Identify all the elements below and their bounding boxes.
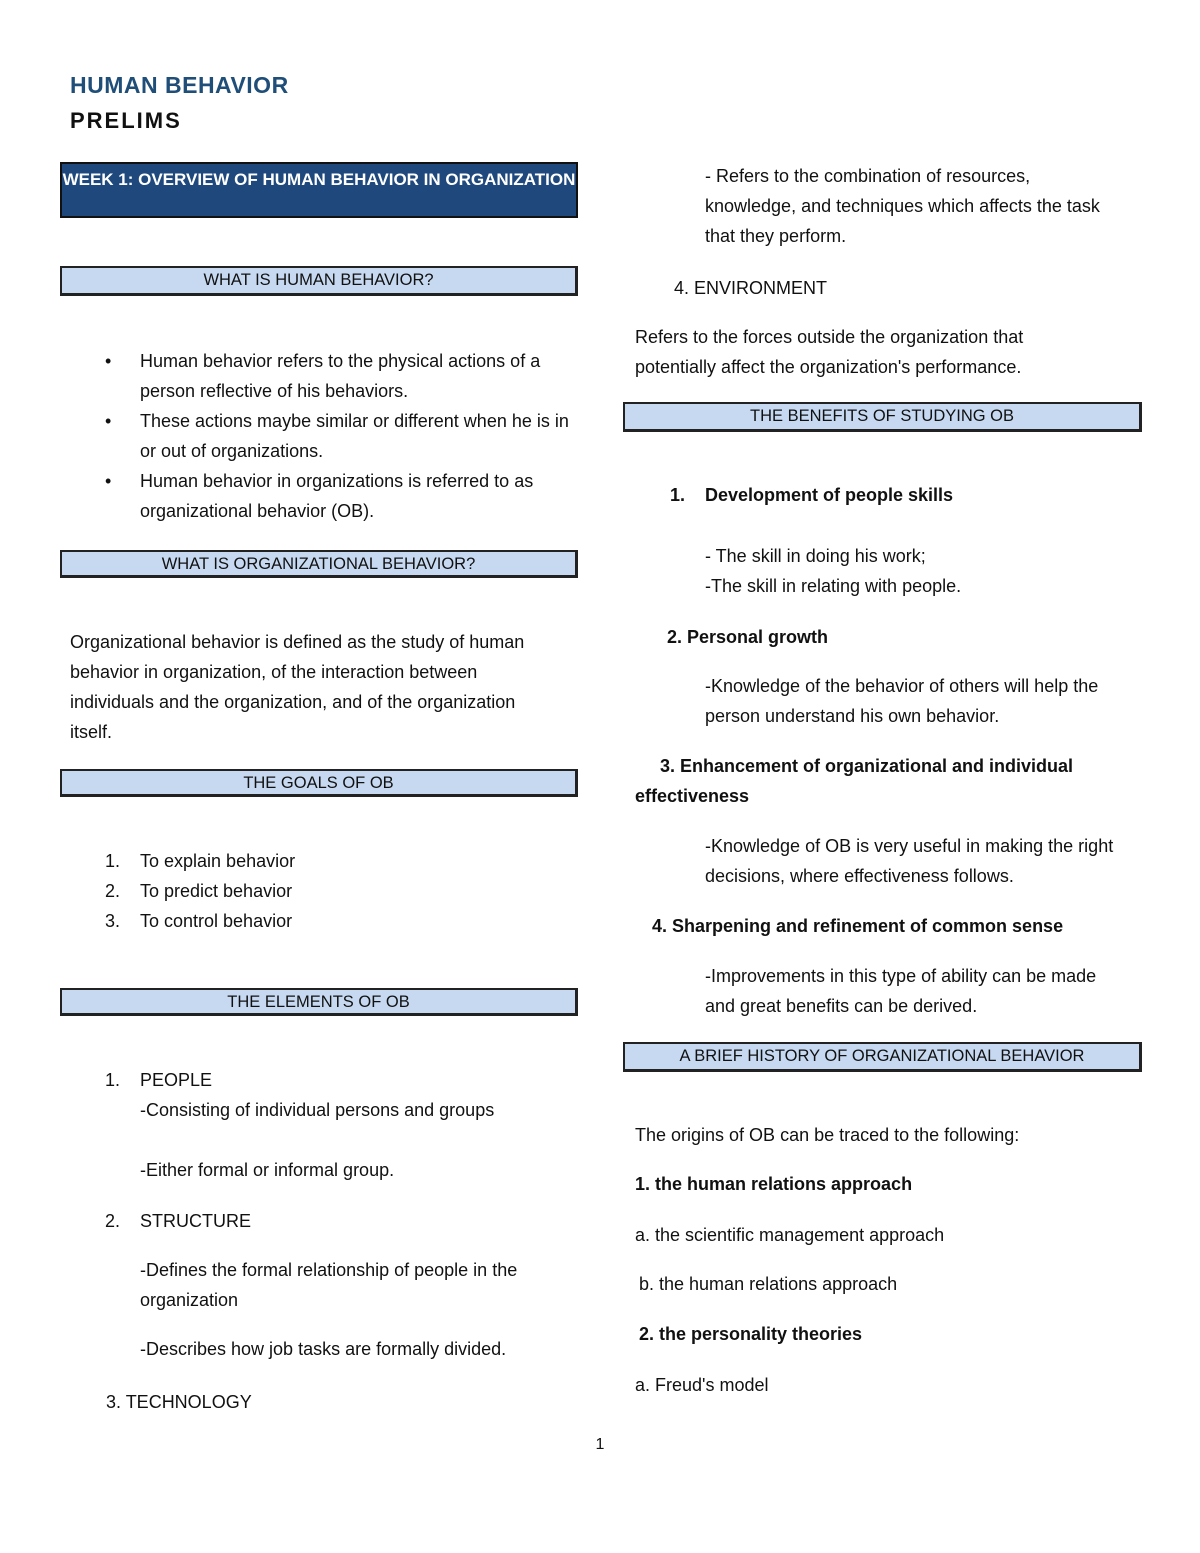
list-item: 1. To explain behavior	[105, 851, 296, 871]
history-item-1a: a. the scientific management approach	[635, 1225, 945, 1245]
history-item-1: 1. the human relations approach	[635, 1174, 913, 1194]
benefit-2-desc: -Knowledge of the behavior of others will help the person understand his own behavior.	[705, 676, 1099, 726]
ob-definition: Organizational behavior is defined as the study of human behavior in organization, of the interaction between individuals and the organization, and of the organization itself.	[70, 632, 525, 742]
element-structure: 2. STRUCTURE -Defines the formal relationship of people in the organization -Describes how job tasks are formally divided.	[105, 1211, 518, 1359]
benefit-3-desc: -Knowledge of OB is very useful in making the right decisions, where effectiveness follows.	[705, 836, 1114, 886]
section-heading-elements: THE ELEMENTS OF OB	[60, 988, 578, 1016]
element-people: 1. PEOPLE -Consisting of individual persons and groups -Either formal or informal group.	[105, 1070, 495, 1180]
section-heading-goals: THE GOALS OF OB	[60, 769, 578, 797]
week-heading-box: WEEK 1: OVERVIEW OF HUMAN BEHAVIOR IN ORGANIZATION	[60, 162, 578, 218]
human-behavior-bullets	[70, 346, 580, 526]
benefit-4-desc: -Improvements in this type of ability can be made and great benefits can be derived.	[705, 966, 1097, 1016]
history-intro: The origins of OB can be traced to the following:	[635, 1125, 1020, 1145]
goals-list	[70, 846, 570, 936]
document-title: HUMAN BEHAVIOR	[70, 72, 289, 98]
list-item: 3. To control behavior	[105, 911, 293, 931]
list-item: • These actions maybe similar or different when he is in or out of organizations.	[70, 406, 580, 466]
benefit-1-title: 1. Development of people skills	[670, 485, 954, 505]
benefit-4-title: 4. Sharpening and refinement of common sense	[652, 916, 1064, 936]
history-item-2a: a. Freud's model	[635, 1375, 769, 1395]
element-environment-label: 4. ENVIRONMENT	[674, 278, 828, 298]
section-heading-what-is-human-behavior: WHAT IS HUMAN BEHAVIOR?	[60, 266, 578, 296]
benefit-1-desc: - The skill in doing his work; -The skill in relating with people.	[705, 546, 962, 596]
element-technology-label: 3. TECHNOLOGY	[106, 1392, 252, 1412]
history-item-2: 2. the personality theories	[639, 1324, 863, 1344]
list-item: • Human behavior refers to the physical actions of a person reflective of his behaviors.	[70, 346, 580, 406]
element-environment-desc: Refers to the forces outside the organization that potentially affect the organization's performance.	[635, 327, 1024, 377]
section-heading-history: A BRIEF HISTORY OF ORGANIZATIONAL BEHAVIOR	[623, 1042, 1142, 1072]
history-item-1b: b. the human relations approach	[639, 1274, 898, 1294]
benefit-3-title: 3. Enhancement of organizational and individual effectiveness	[635, 756, 1074, 806]
section-heading-what-is-ob: WHAT IS ORGANIZATIONAL BEHAVIOR?	[60, 550, 578, 578]
list-item: • Human behavior in organizations is referred to as organizational behavior (OB).	[70, 466, 580, 526]
list-item: 2. To predict behavior	[105, 881, 293, 901]
section-heading-benefits: THE BENEFITS OF STUDYING OB	[623, 402, 1142, 432]
page-number: 1	[595, 1436, 605, 1453]
document-subtitle: PRELIMS	[70, 108, 182, 133]
element-technology-desc: - Refers to the combination of resources, knowledge, and techniques which affects the task that they perform.	[705, 166, 1100, 246]
benefit-2-title: 2. Personal growth	[667, 627, 829, 647]
